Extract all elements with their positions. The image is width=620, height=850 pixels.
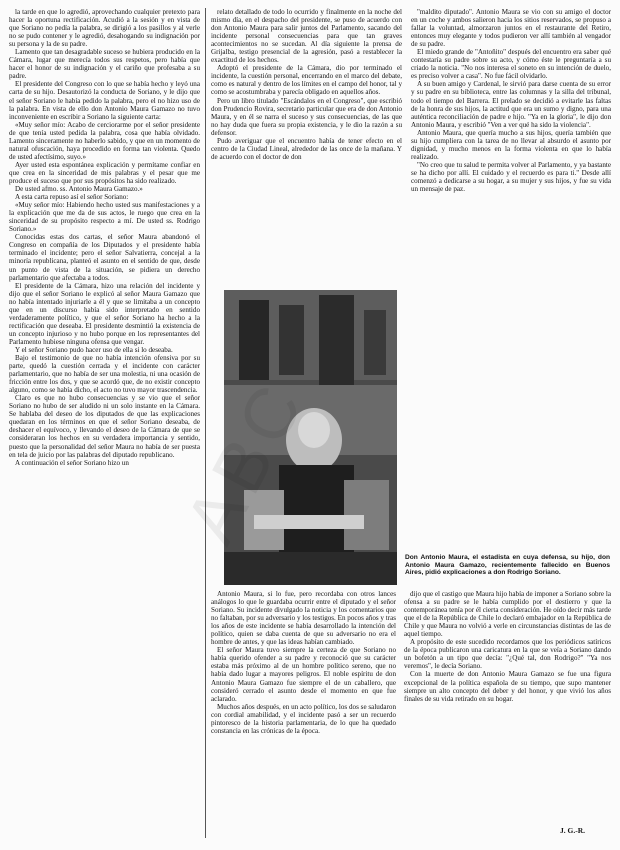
article-paragraph: Ayer usted esta espontánea explicación y permítame confiar en que crea en la sinceridad de mis palabras y el pesar que me produce el suceso que por sus propósitos ha sido realizado.: [9, 160, 200, 185]
article-paragraph: Pero un libro titulado "Escándalos en el Congreso", que escribió don Prudencio Rovira, secretario particular que era de don Antonio Maura, y en él se narra el suceso y sus consecuencias, de las que no hay duda que fuera su propia existencia, y le dio la razón a su defensor.: [211, 96, 402, 137]
article-paragraph: "No creo que tu salud te permita volver al Parlamento, y ya bastante se ha dicho por allí. El cuidado y el recuerdo es para ti." Desde allí comenzó a dedicarse a su hogar, a su mujer y sus hijos, y fue su vida un mensaje de paz.: [411, 160, 611, 194]
article-paragraph: A continuación el señor Soriano hizo un: [15, 458, 129, 467]
article-column-4: [211, 590, 396, 838]
article-paragraph: Antonio Maura, que quería mucho a sus hijos, quería también que su hijo cumpliera con la tarea de no llevar al absurdo el asunto por dignidad, y mucho menos en la forma violenta en que lo había realizado.: [411, 128, 611, 161]
article-paragraph: Conocidas estas dos cartas, el señor Maura abandonó el Congreso en compañía de los Diputados y el presidente había terminado el incidente; pero el señor Salvatierra, concejal a la minoría republicana, planteó el asunto en el sentido de que, desde un punto de vista de la situación, se pidiera un derecho parlamentario que afectaba a todos.: [9, 233, 200, 282]
photo-illustration: [224, 290, 397, 585]
article-column-3: [411, 8, 611, 286]
article-paragraph: dijo que el castigo que Maura hijo había de imponer a Soriano sobre la ofensa a su padre se le había cumplido por el destierro y que la contemporánea tenía por él cierta consideración. He oído decir más tarde que el de la República de Chile lo declaró embajador en la República de Chile y que Maura no volvió a verle en circunstancias distintas de las de aquel tiempo.: [404, 590, 611, 639]
article-paragraph: El señor Maura tuvo siempre la certeza de que Soriano no había querido ofender a su padre y reconoció que su carácter estaba más próximo al de un hombre político sereno, que no había dado lugar a mayores peligros. El noble espíritu de don Antonio Maura Gamazo fue siempre el de un caballero, que consideró cerrado el asunto desde el momento en que fue aclarado.: [211, 646, 396, 703]
article-paragraph: Muchos años después, en un acto político, los dos se saludaron con cordial amabilidad, y el incidente pasó a ser un recuerdo pintoresco de la historia parlamentaria, de lo que ha quedado constancia en las crónicas de la época.: [211, 702, 396, 735]
article-paragraph: A propósito de este sucedido recordamos que los periódicos satíricos de la época publicaron una caricatura en la que se veía a Soriano dando un bofetón a un tipo que decía: "¿Qué tal, don Rodrigo?" "Ya nos veremos", le decía Soriano.: [404, 638, 611, 671]
article-paragraph: Lamento que tan desagradable suceso se hubiera producido en la Cámara, lugar que merecía todos sus respetos, pero había que hacer el honor de su indignación y el cariño que profesaba a su padre.: [9, 48, 200, 81]
article-paragraph: El presidente del Congreso con lo que se había hecho y leyó una carta de su hijo. Desautorizó la conducta de Soriano, y le dijo que el señor Soriano le había pedido la palabra, pero el no hizo uso de la palabra. En vista de ello don Antonio Maura Gamazo no tuvo inconveniente en escribir a Soriano la siguiente carta:: [9, 80, 200, 121]
article-paragraph: Antonio Maura, si lo fue, pero recordaba con otros lances análogos lo que le guardaba ocurrir entre el diputado y el señor Soriano. Su incidente divulgado la noticia y los comentarios que no faltaban, por su adversario y los testigos. En pocos años y tras los años de este incidente se había desarrollado la intención del político, quien se daba cuenta de que su adversario no era el hombre de antes, y que las ideas habían cambiado.: [211, 590, 396, 647]
article-photo: [224, 290, 397, 585]
author-signature: J. G.-R.: [560, 826, 585, 835]
article-paragraph: A esta carta repuso así el señor Soriano:: [15, 193, 129, 202]
article-paragraph: Adoptó el presidente de la Cámara, dio por terminado el incidente, la cuestión personal, encerrando en el marco del debate, como es natural y dentro de los límites en el campo del honor, tal y como se acostumbraba y parecía obligado en aquellos años.: [211, 64, 402, 97]
article-paragraph: «Muy señor mío: Habiendo hecho usted sus manifestaciones y a la explicación que me da de sus actos, le ruego que crea en la sinceridad de su propósito respecto a mí. De usted ss. Rodrigo Soriano.»: [9, 201, 200, 234]
photo-caption: Don Antonio Maura, el estadista en cuya defensa, su hijo, don Antonio Maura Gamazo, recientemente fallecido en Buenos Aires, pidió explicaciones a don Rodrigo Soriano.: [405, 554, 610, 577]
article-paragraph: la tarde en que lo agredió, aprovechando cualquier pretexto para hacer la oportuna rectificación. Acudió a la sesión y en vista de que Soriano no pedía la palabra, se dirigió a los pasillos y al verle no se pudo contener y le agredió, desahogando su indignación por su persona y la de su padre.: [9, 8, 200, 49]
article-paragraph: Bajo el testimonio de que no había intención ofensiva por su parte, quedó la cuestión cerrada y el incidente con carácter parlamentario, que no había de ser una molestia, ni una ocasión de fricción entre los dos, y que se acordó que, de no existir concepto alguno, como se había dicho, el acto no tuvo mayor trascendencia.: [9, 354, 200, 395]
article-paragraph: relato detallado de todo lo ocurrido y finalmente en la noche del mismo día, en el despacho del presidente, se puso de acuerdo con don Antonio Maura para salir juntos del Parlamento, sacando del incidente personal consecuencias para que tan graves acontecimientos no se sucedan. Al día siguiente la prensa de Grijalba, testigo presencial de la agresión, pasó a restablecer la exactitud de los hechos.: [211, 8, 402, 65]
column-rule: [205, 8, 206, 838]
article-paragraph: Y el señor Soriano pudo hacer uso de ella si lo deseaba.: [15, 345, 173, 354]
article-paragraph: El presidente de la Cámara, hizo una relación del incidente y dijo que el señor Soriano le explicó al señor Maura Gamazo que no había intentado injuriarle a él y que se limitaba a un concepto que en un discurso había sido interpretado en sentido verdaderamente político, y que el señor Soriano ha hecho a la rectificación que deseaba. El presidente desmintió la existencia de un concepto injurioso y no hubo porque en los representantes del Parlamento hubiese ninguna ofensa que vengar.: [9, 281, 200, 346]
article-column-2: [211, 8, 402, 286]
article-column-5: [404, 590, 611, 838]
article-paragraph: Con la muerte de don Antonio Maura Gamazo se fue una figura excepcional de la política española de su tiempo, que supo mantener siempre un alto concepto del deber y del honor, y que vivió los años finales de su vida retirado en su hogar.: [404, 670, 611, 703]
article-paragraph: El miedo grande de "Antoñito" después del encuentro era saber qué contestaría su padre sobre su acto, y cómo éste le preguntaría a su criado la noticia. "No nos interesa el soneto en su intención de duelo, es preciso volver a casa". No fue fácil olvidarlo.: [411, 48, 611, 81]
article-paragraph: Claro es que no hubo consecuencias y se vio que el señor Soriano no hubo de ser aludido ni un solo instante en la Cámara. Se hablaba del deseo de los diputados de que las explicaciones quedaran en los términos en que el señor Soriano deseaba, de deshacer el equívoco, y llevando el deseo de la Cámara de que se consideraran los hechos en su verdadera importancia y sentido, puesto que la personalidad del señor Maura no había de ser puesta en tela de juicio por las palabras del diputado republicano.: [9, 394, 200, 459]
article-paragraph: «Muy señor mío: Acabo de cerciorarme por el señor presidente de que tenía usted pedida la palabra, cosa que había olvidado. Lamento sinceramente no haberlo sabido, y que en un momento de natural ofuscación, haya procedido en forma tan violenta. Quedo de usted afectísimo, suyo.»: [9, 120, 200, 161]
article-paragraph: "maldito diputado". Antonio Maura se vio con su amigo el doctor en un coche y ambos salieron hacia los sitios reservados, se propuso a fallar la voluntad, almorzaron juntos en el restaurante del Retiro, entonces muy elegante y todos pudieron ver allí también al vengador de su padre.: [411, 8, 611, 49]
article-column-1: [9, 8, 200, 838]
article-paragraph: De usted afmo. ss. Antonio Maura Gamazo.»: [15, 185, 143, 194]
article-paragraph: Pudo averiguar que el encuentro había de tener efecto en el centro de la Ciudad Lineal, alrededor de las once de la mañana. Y de acuerdo con el doctor de don: [211, 136, 402, 161]
article-paragraph: A su buen amigo y Cardenal, le sirvió para darse cuenta de su error y su padre en su biblioteca, entre las columnas y la silla del tribunal, todo el tiempo del Barrera. El prelado se decidió a evitarle las faltas de la honra de sus hijos, la actitud que era un sumo y digno, para una auténtica reconciliación de padre e hijo. "Ya en la gloria", le dijo don Antonio Maura, y escribió "Ven a ver qué ha sido la violencia".: [411, 80, 611, 129]
